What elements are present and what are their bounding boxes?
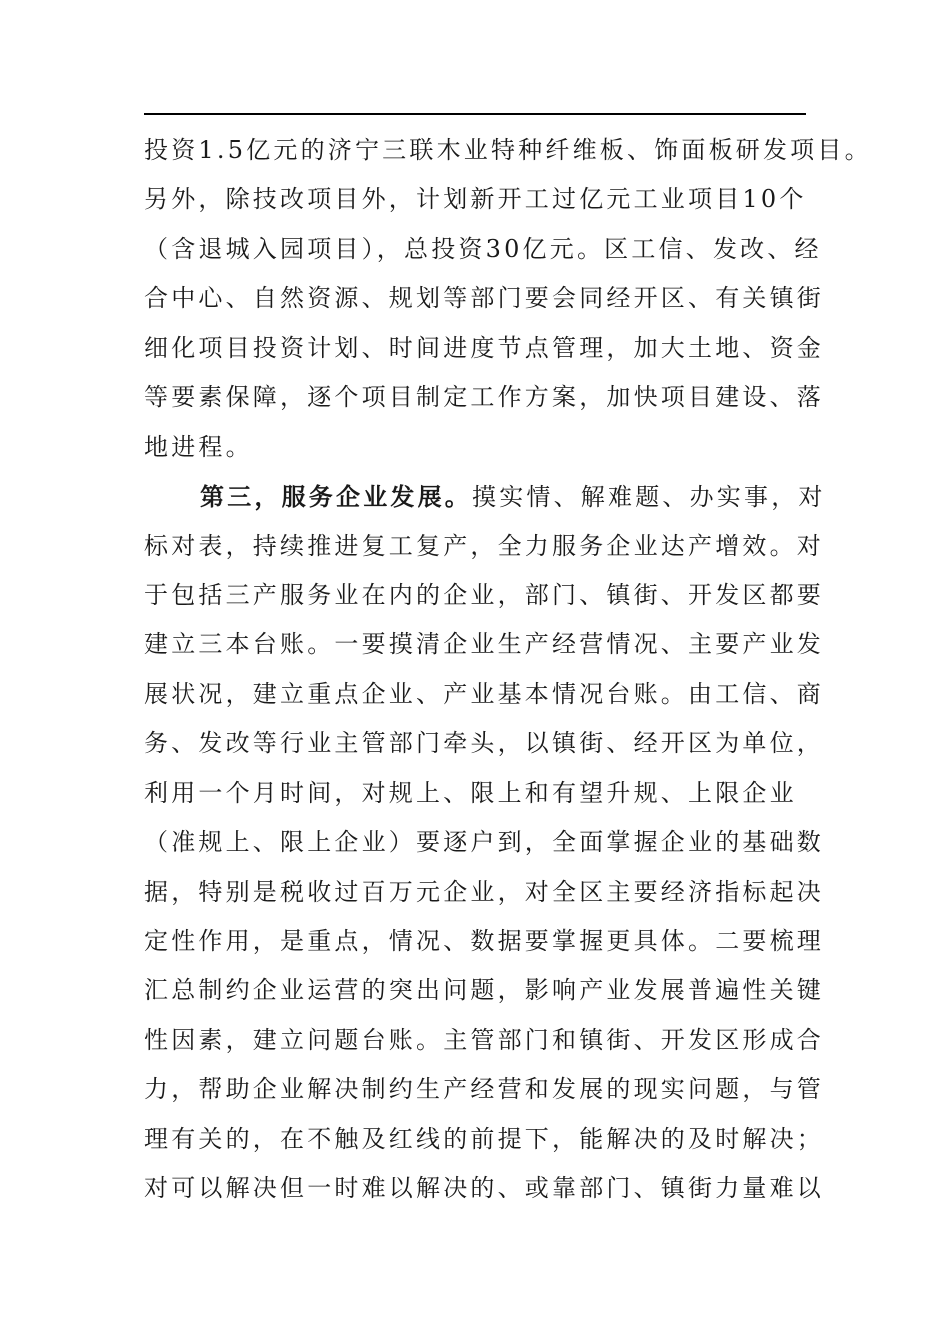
section-first-line-text: 摸实情、解难题、办实事，对 [472,483,826,512]
header-rule [144,113,806,115]
section-heading: 第三，服务企业发展。 [200,482,472,512]
text-line: 建立三本台账。一要摸清企业生产经营情况、主要产业发 [144,630,824,659]
text-line: 于包括三产服务业在内的企业，部门、镇街、开发区都要 [144,580,824,609]
text-line: 据，特别是税收过百万元企业，对全区主要经济指标起决 [144,877,824,906]
text-line: 务、发改等行业主管部门牵头，以镇街、经开区为单位， [144,729,824,758]
text-line: 定性作用，是重点，情况、数据要掌握更具体。二要梳理 [144,927,824,955]
text-line: 性因素，建立问题台账。主管部门和镇街、开发区形成合 [144,1025,824,1054]
section-first-line [144,472,844,521]
text-line: 汇总制约企业运营的突出问题，影响产业发展普遍性关键 [144,976,824,1005]
text-line: 理有关的，在不触及红线的前提下，能解决的及时解决； [144,1124,824,1153]
text-line: 投资1.5亿元的济宁三联木业特种纤维板、饰面板研发项目。 [144,136,872,164]
text-line: 标对表，持续推进复工复产，全力服务企业达产增效。对 [144,531,824,560]
text-line: 利用一个月时间，对规上、限上和有望升规、上限企业 [144,778,797,807]
text-line: 合中心、自然资源、规划等部门要会同经开区、有关镇街 [144,284,824,313]
text-line: 细化项目投资计划、时间进度节点管理，加大土地、资金 [144,333,824,362]
body-text [144,126,872,1214]
text-line: 展状况，建立重点企业、产业基本情况台账。由工信、商 [144,679,824,708]
text-line: （准规上、限上企业）要逐户到，全面掌握企业的基础数 [144,828,824,857]
text-line: 对可以解决但一时难以解决的、或靠部门、镇街力量难以 [144,1174,824,1203]
text-line: 力，帮助企业解决制约生产经营和发展的现实问题，与管 [144,1075,824,1104]
text-line: 地进程。 [144,432,253,461]
text-line: （含退城入园项目），总投资30亿元。区工信、发改、经 [144,234,822,263]
text-line: 等要素保障，逐个项目制定工作方案，加快项目建设、落 [144,383,824,412]
text-line: 另外，除技改项目外，计划新开工过亿元工业项目10个 [144,185,807,214]
